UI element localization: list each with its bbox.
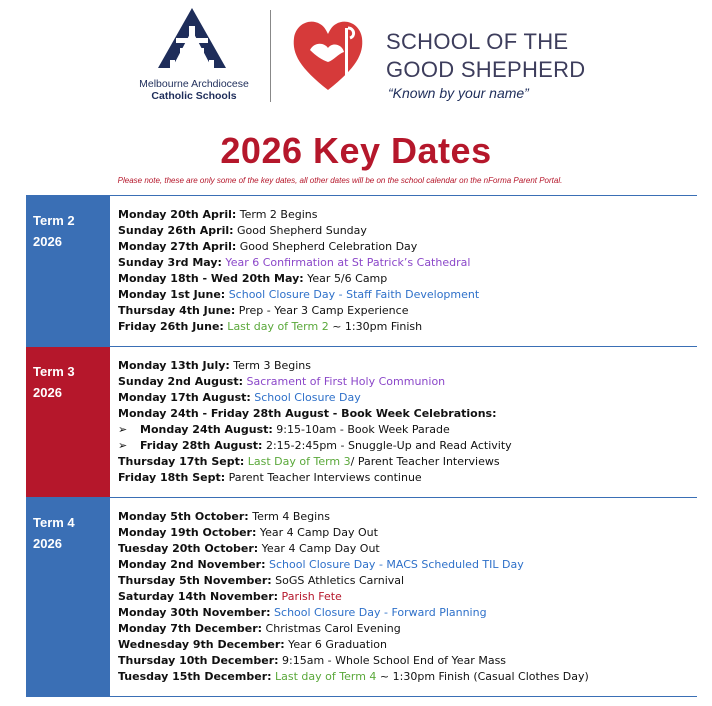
good-shepherd-heart-icon xyxy=(290,14,366,94)
event-date: Monday 18th - Wed 20th May: xyxy=(118,272,304,285)
list-item xyxy=(118,541,589,557)
event-text: Good Shepherd Celebration Day xyxy=(236,240,418,253)
school-name xyxy=(386,28,585,84)
list-item xyxy=(118,239,479,255)
term-3-year: 2026 xyxy=(33,385,62,400)
event-highlight: Year 6 Confirmation at St Patrick’s Cathedral xyxy=(221,256,471,269)
list-item xyxy=(118,589,589,605)
event-highlight: Last Day of Term 3 xyxy=(244,455,351,468)
list-item xyxy=(118,207,479,223)
event-date: Monday 17th August: xyxy=(118,391,251,404)
list-item xyxy=(118,525,589,541)
event-text: 9:15am - Whole School End of Year Mass xyxy=(278,654,507,667)
event-date: Monday 19th October: xyxy=(118,526,257,539)
event-date: Friday 18th Sept: xyxy=(118,471,226,484)
arrow-bullet-icon: ➢ xyxy=(118,423,128,436)
event-highlight: School Closure Day - Forward Planning xyxy=(270,606,487,619)
list-item xyxy=(118,669,589,685)
macs-cross-icon xyxy=(156,8,228,70)
arrow-bullet-icon: ➢ xyxy=(118,439,128,452)
list-item xyxy=(118,255,479,271)
event-date: Monday 2nd November: xyxy=(118,558,266,571)
list-item xyxy=(118,470,512,486)
school-name-line1: SCHOOL OF THE xyxy=(386,29,569,54)
term-3-block xyxy=(26,346,697,498)
list-item xyxy=(118,319,479,335)
term-4-dates xyxy=(118,509,589,685)
list-item xyxy=(118,374,512,390)
event-date: Thursday 17th Sept: xyxy=(118,455,245,468)
event-date: Friday 26th June: xyxy=(118,320,224,333)
event-text: Term 2 Begins xyxy=(236,208,318,221)
event-text: Good Shepherd Sunday xyxy=(233,224,367,237)
event-date: Monday 27th April: xyxy=(118,240,237,253)
list-item xyxy=(118,287,479,303)
list-item xyxy=(118,509,589,525)
event-date: Friday 28th August: xyxy=(140,439,263,452)
term-4-block xyxy=(26,497,697,697)
event-text: Year 4 Camp Day Out xyxy=(258,542,380,555)
event-text: Year 6 Graduation xyxy=(284,638,387,651)
event-highlight: School Closure Day xyxy=(250,391,361,404)
event-date: Sunday 3rd May: xyxy=(118,256,222,269)
macs-line2: Catholic Schools xyxy=(151,90,237,102)
term-2-block xyxy=(26,195,697,347)
event-text: SoGS Athletics Carnival xyxy=(271,574,405,587)
page-title: 2026 Key Dates xyxy=(220,130,492,171)
macs-name xyxy=(134,78,254,102)
list-item xyxy=(118,621,589,637)
list-item xyxy=(118,557,589,573)
event-date: Monday 1st June: xyxy=(118,288,226,301)
event-date: Tuesday 20th October: xyxy=(118,542,259,555)
event-date: Monday 7th December: xyxy=(118,622,263,635)
event-highlight: Last day of Term 4 xyxy=(271,670,377,683)
event-date: Saturday 14th November: xyxy=(118,590,279,603)
list-item xyxy=(118,390,512,406)
event-text: Year 4 Camp Day Out xyxy=(256,526,378,539)
term-2-year: 2026 xyxy=(33,234,62,249)
event-text: Term 3 Begins xyxy=(229,359,312,372)
event-text: ~ 1:30pm Finish xyxy=(328,320,423,333)
list-item xyxy=(118,438,512,454)
event-text: / Parent Teacher Interviews xyxy=(350,455,500,468)
event-text: Prep - Year 3 Camp Experience xyxy=(235,304,409,317)
event-date: Thursday 5th November: xyxy=(118,574,272,587)
list-item xyxy=(118,303,479,319)
term-4-title: Term 4 xyxy=(33,515,75,530)
event-highlight: Last day of Term 2 xyxy=(223,320,329,333)
event-text: ~ 1:30pm Finish (Casual Clothes Day) xyxy=(376,670,589,683)
term-2-title: Term 2 xyxy=(33,213,75,228)
logo-divider xyxy=(270,10,271,102)
calendar-note: Please note, these are only some of the key dates, all other dates will be on the school calendar on the nForma Parent Portal. xyxy=(117,176,563,185)
term-4-year: 2026 xyxy=(33,536,62,551)
event-highlight: School Closure Day - Staff Faith Development xyxy=(225,288,480,301)
event-date: Sunday 26th April: xyxy=(118,224,234,237)
event-date: Sunday 2nd August: xyxy=(118,375,243,388)
list-item xyxy=(118,653,589,669)
event-date: Thursday 4th June: xyxy=(118,304,236,317)
event-text: Term 4 Begins xyxy=(248,510,330,523)
event-highlight: Parish Fete xyxy=(278,590,342,603)
list-item xyxy=(118,271,479,287)
school-tagline: “Known by your name” xyxy=(388,85,529,101)
term-2-label xyxy=(26,196,110,347)
event-date: Wednesday 9th December: xyxy=(118,638,285,651)
event-date: Monday 30th November: xyxy=(118,606,271,619)
term-3-label xyxy=(26,347,110,498)
event-highlight: Sacrament of First Holy Communion xyxy=(243,375,446,388)
event-text: Christmas Carol Evening xyxy=(262,622,401,635)
list-item xyxy=(118,358,512,374)
list-item xyxy=(118,422,512,438)
event-text: 2:15-2:45pm - Snuggle-Up and Read Activity xyxy=(262,439,512,452)
event-highlight: School Closure Day - MACS Scheduled TIL Day xyxy=(265,558,524,571)
term-4-label xyxy=(26,498,110,696)
event-date: Monday 24th August: xyxy=(140,423,273,436)
term-2-dates xyxy=(118,207,479,335)
event-text: Year 5/6 Camp xyxy=(303,272,388,285)
list-item xyxy=(118,454,512,470)
event-date: Thursday 10th December: xyxy=(118,654,279,667)
list-item xyxy=(118,573,589,589)
list-item xyxy=(118,406,512,422)
term-3-dates xyxy=(118,358,512,486)
macs-line1: Melbourne Archdiocese xyxy=(139,78,249,90)
event-date: Tuesday 15th December: xyxy=(118,670,272,683)
list-item xyxy=(118,605,589,621)
list-item xyxy=(118,223,479,239)
term-3-title: Term 3 xyxy=(33,364,75,379)
event-date: Monday 5th October: xyxy=(118,510,249,523)
event-date: Monday 13th July: xyxy=(118,359,230,372)
event-date: Monday 24th - Friday 28th August - Book Week Celebrations: xyxy=(118,407,497,420)
event-date: Monday 20th April: xyxy=(118,208,237,221)
school-name-line2: GOOD SHEPHERD xyxy=(386,57,586,82)
event-text: Parent Teacher Interviews continue xyxy=(225,471,422,484)
list-item xyxy=(118,637,589,653)
event-text: 9:15-10am - Book Week Parade xyxy=(272,423,450,436)
